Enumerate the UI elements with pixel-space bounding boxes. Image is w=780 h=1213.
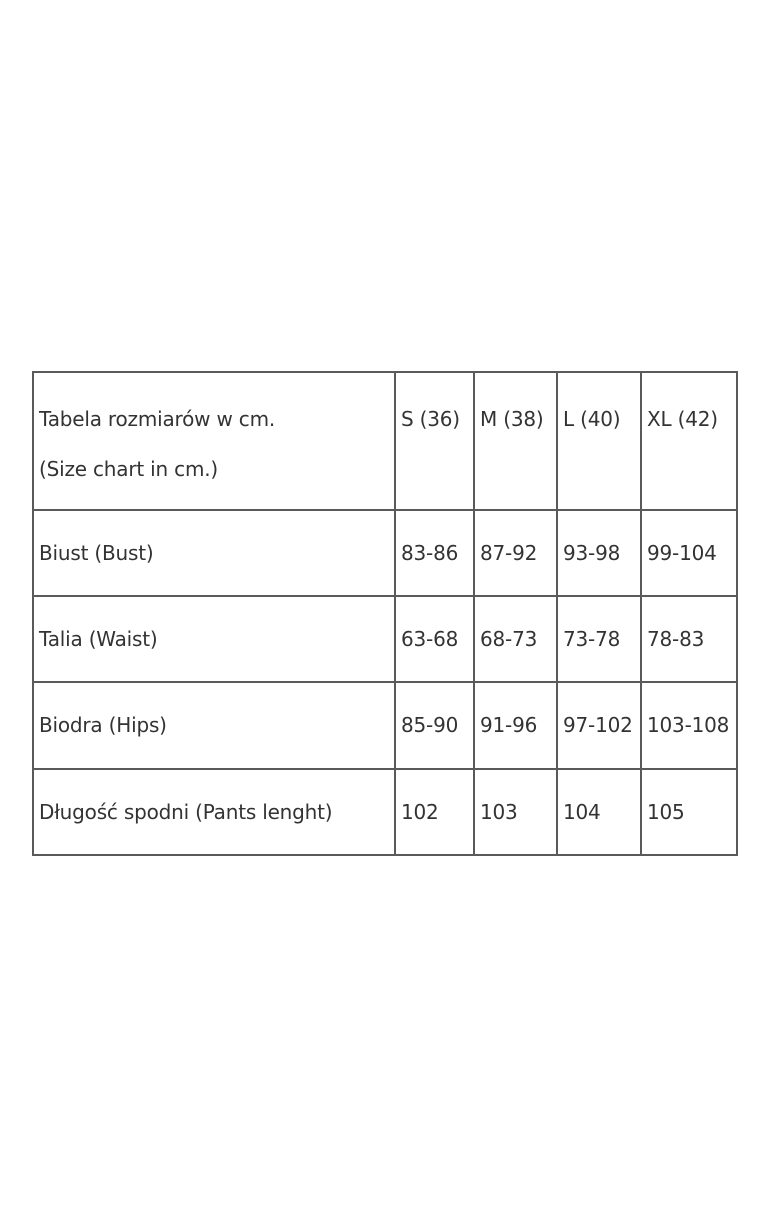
table-cell: 102 xyxy=(395,769,474,855)
table-title: Tabela rozmiarów w cm. xyxy=(39,407,276,431)
size-header-l: L (40) xyxy=(557,372,641,510)
table-cell: 93-98 xyxy=(557,510,641,596)
table-cell: 91-96 xyxy=(474,682,557,768)
table-cell: 63-68 xyxy=(395,596,474,682)
table-subtitle: (Size chart in cm.) xyxy=(39,457,218,481)
table-cell: 105 xyxy=(641,769,737,855)
size-header-s: S (36) xyxy=(395,372,474,510)
table-cell: 85-90 xyxy=(395,682,474,768)
table-cell: 78-83 xyxy=(641,596,737,682)
header-row xyxy=(33,372,737,510)
table-cell: 99-104 xyxy=(641,510,737,596)
header-label-cell xyxy=(33,372,395,510)
table-row-pants-length xyxy=(33,769,737,855)
row-label-hips: Biodra (Hips) xyxy=(33,682,395,768)
table-cell: 104 xyxy=(557,769,641,855)
table-row-hips xyxy=(33,682,737,768)
table-cell: 83-86 xyxy=(395,510,474,596)
table-cell: 103-108 xyxy=(641,682,737,768)
row-label-pants-length: Długość spodni (Pants lenght) xyxy=(33,769,395,855)
size-chart-table xyxy=(32,371,738,856)
table-row-bust xyxy=(33,510,737,596)
row-label-waist: Talia (Waist) xyxy=(33,596,395,682)
size-header-xl: XL (42) xyxy=(641,372,737,510)
row-label-bust: Biust (Bust) xyxy=(33,510,395,596)
table-cell: 68-73 xyxy=(474,596,557,682)
table-cell: 73-78 xyxy=(557,596,641,682)
size-header-m: M (38) xyxy=(474,372,557,510)
table-cell: 103 xyxy=(474,769,557,855)
table-cell: 97-102 xyxy=(557,682,641,768)
table-row-waist xyxy=(33,596,737,682)
table-cell: 87-92 xyxy=(474,510,557,596)
